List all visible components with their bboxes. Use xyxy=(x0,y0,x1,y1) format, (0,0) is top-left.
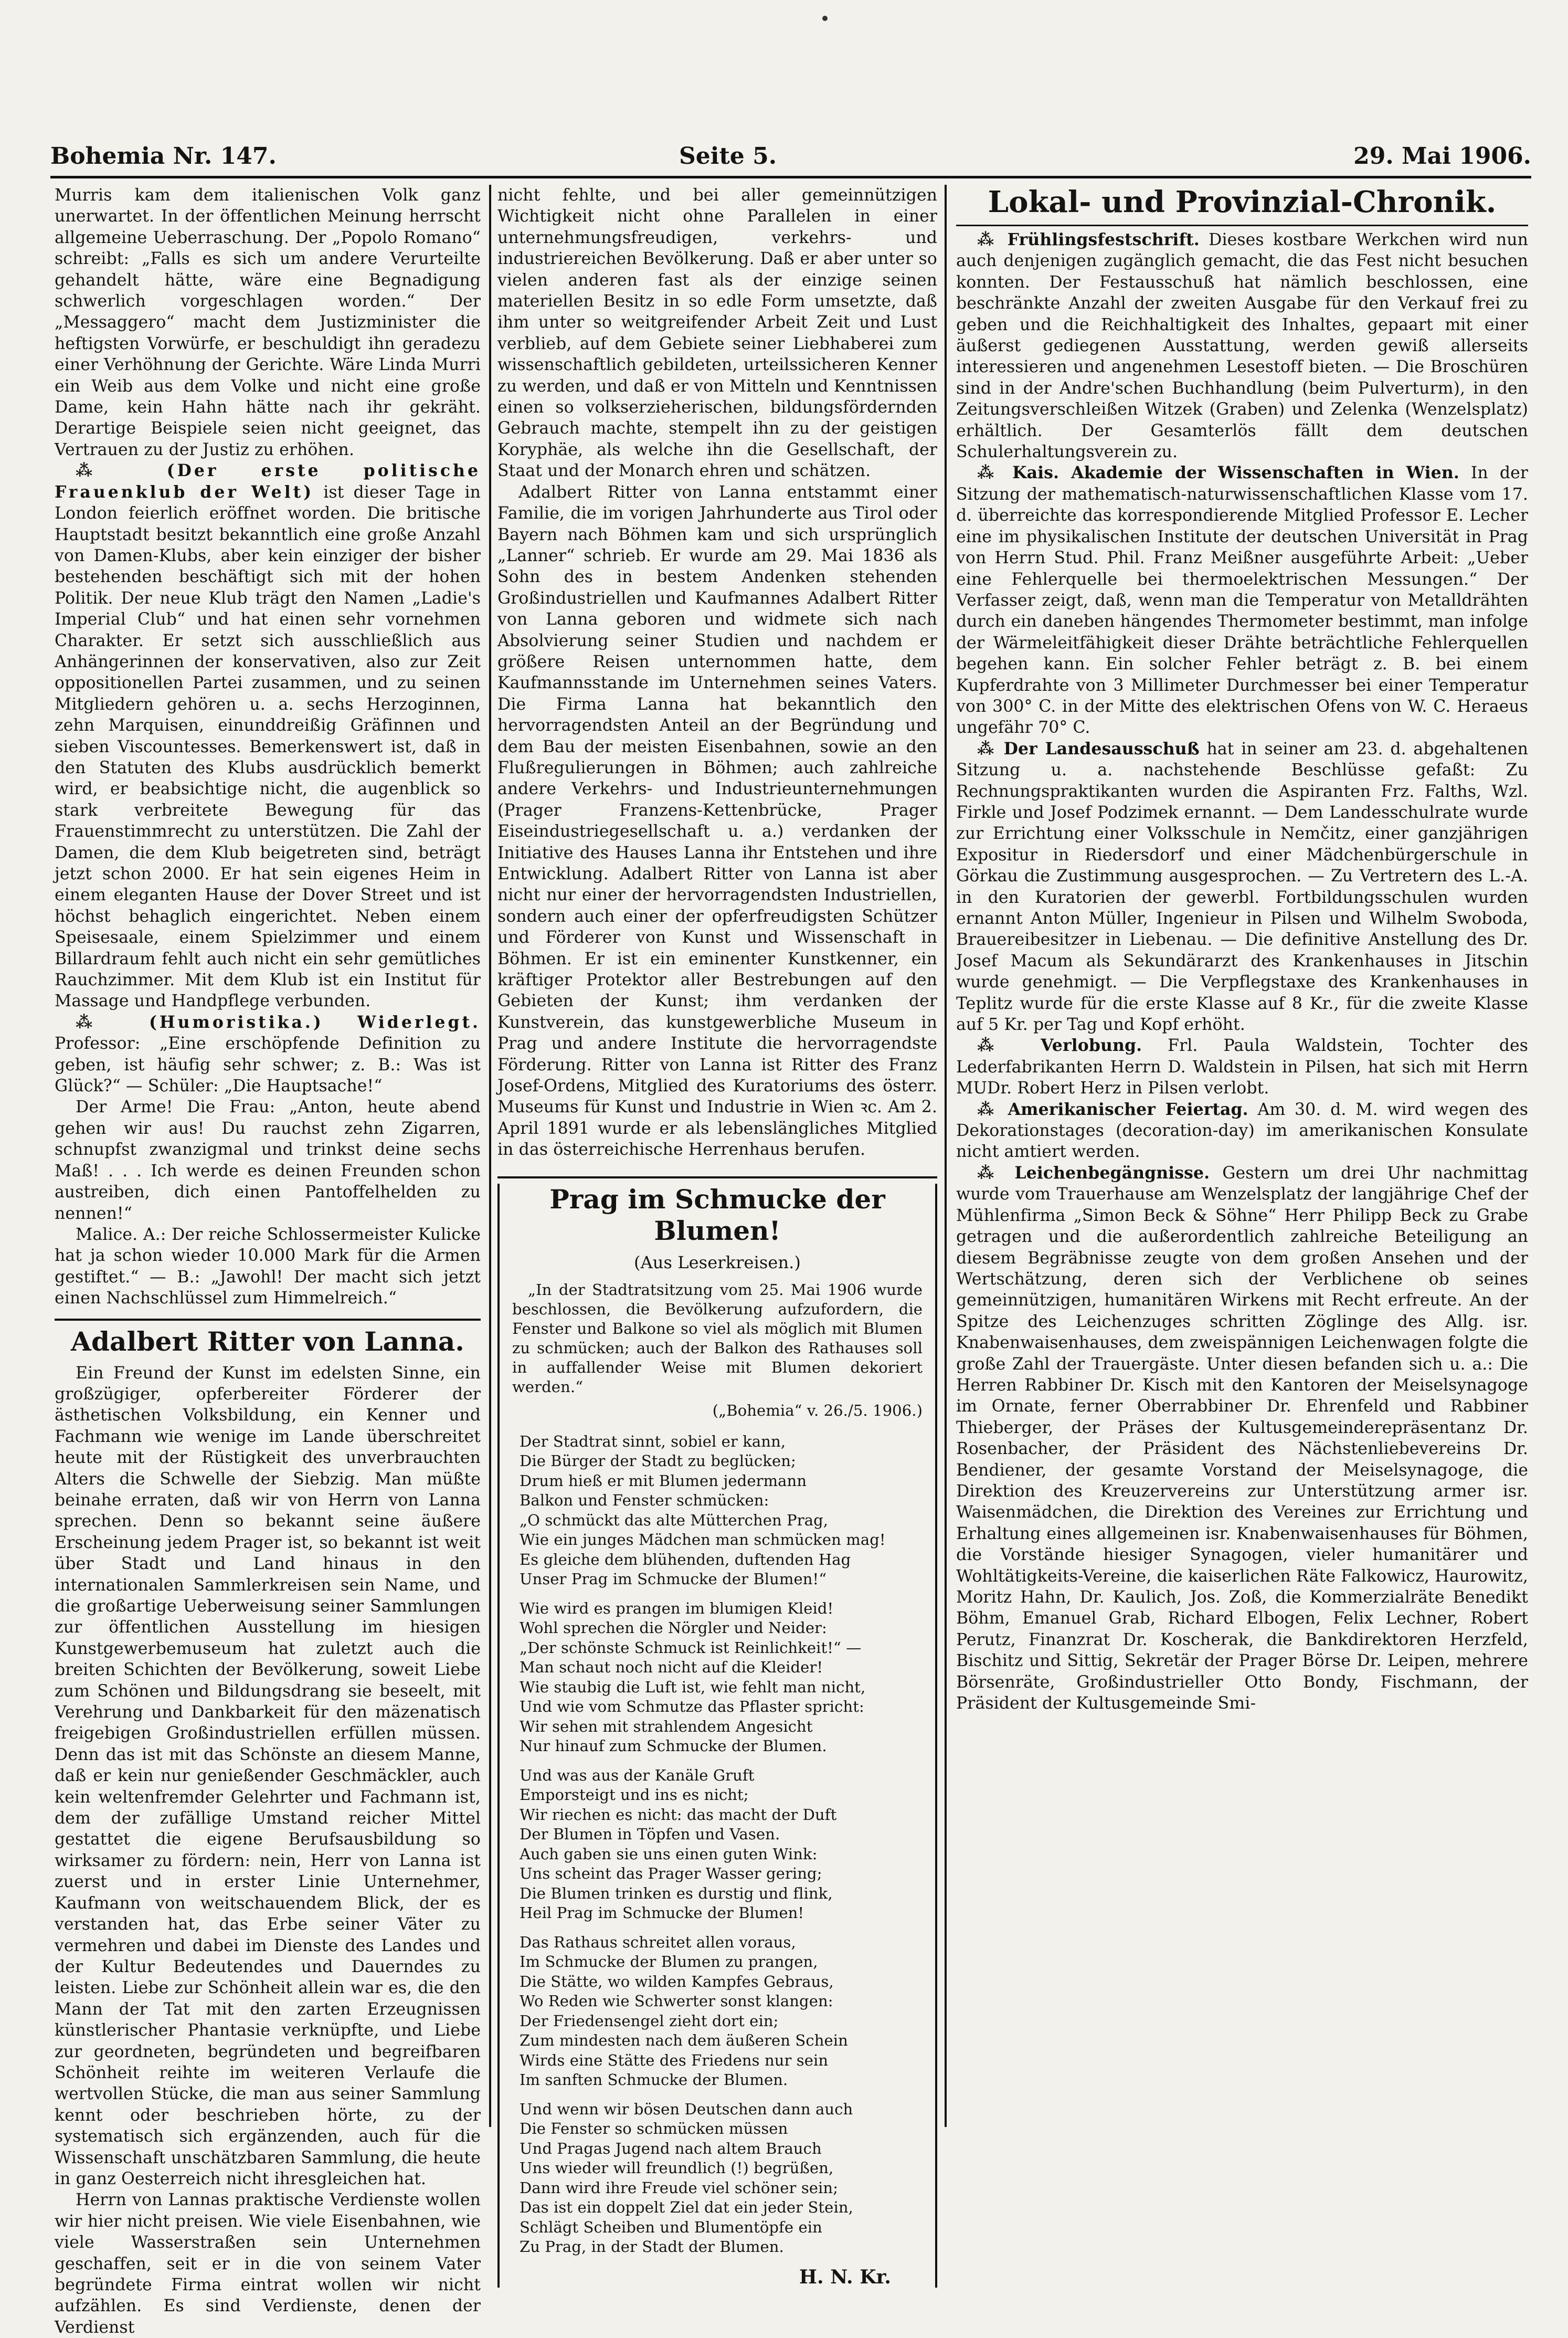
poem-stanza xyxy=(520,1432,923,1589)
news-item-text: hat in seiner am 23. d. abgehaltenen Sitzung u. a. nachstehende Beschlüsse gefaßt: Zu Rechnungspraktikanten wurden die Aspiranten Frz. Falths, Wzl. Firkle und Josef Podzimek ernannt. — Dem Landesschulrate wurde zur Errichtung einer Volksschule in Nemčitz, einer ganzjährigen Expositur in Riedersdorf und einer Mädchenbürgerschule in Görkau die Zustimmung ausgesprochen. — Zu Vertretern des L.-A. in den Kuratorien der gewerbl. Fortbildungsschulen wurden ernannt Anton Müller, Ingenieur in Pilsen und Wilhelm Swoboda, Brauereibesitzer in Liebenau. — Die definitive Anstellung des Dr. Josef Macum als Sekundärarzt des Krankenhauses in Jitschin wurde genehmigt. — Die Verpflegstaxe des Krankenhauses in Teplitz wurde für die erste Klasse auf 8 Kr., für die zweite Klasse auf 5 Kr. per Tag und Kopf erhöht. xyxy=(956,739,1528,1035)
poem-stanza xyxy=(520,1766,923,1923)
news-item xyxy=(956,1035,1528,1099)
section-rule xyxy=(55,1319,481,1321)
poem-line: Wirds eine Stätte des Friedens nur sein xyxy=(520,2051,829,2069)
poem-line: Die Fenster so schmücken müssen xyxy=(520,2120,788,2137)
poem-line: Wohl sprechen die Nörgler und Neider: xyxy=(520,1619,827,1637)
article-title: Adalbert Ritter von Lanna. xyxy=(71,1325,464,1357)
poem-line: Wie ein junges Mädchen man schmücken mag! xyxy=(520,1531,886,1549)
poem-box xyxy=(497,1184,937,2288)
poem-line: „O schmückt das alte Mütterchen Prag, xyxy=(520,1511,829,1529)
news-item-text: Am 30. d. M. wird wegen des Dekorationstages (decoration-day) im amerikanischen Konsulate nicht amtiert werden. xyxy=(956,1100,1528,1162)
news-item-text: ist dieser Tage in London feierlich eröffnet worden. Die britische Hauptstadt besitzt bekanntlich eine große Anzahl von Damen-Klubs, aber kein einziger der bisher bestehenden beschäftigt sich mit der hohen Politik. Der neue Klub trägt den Namen „Ladie's Imperial Club“ und hat einen sehr vornehmen Charakter. Er setzt sich ausschließlich aus Anhängerinnen der konservativen, also zur Zeit oppositionellen Partei zusammen, und zu seinen Mitgliedern gehören u. a. sechs Herzoginnen, zehn Marquisen, einunddreißig Gräfinnen und sieben Viscountesses. Bemerkenswert ist, daß in den Statuten des Klubs ausdrücklich bemerkt wird, er beabsichtige nicht, die augenblick so stark verbreitete Bewegung für das Frauenstimmrecht zu unterstützen. Die Zahl der Damen, die dem Klub beigetreten sind, beträgt jetzt schon 2000. Er hat sein eigenes Heim in einem eleganten Hause der Dover Street und ist höchst behaglich eingerichtet. Neben einem Speisesaale, einem Spielzimmer und einem Billardraum fehlt auch nicht ein sehr gemütliches Rauchzimmer. Mit dem Klub ist ein Institut für Massage und Handpflege verbunden. xyxy=(55,482,481,1011)
poem-line: Es gleiche dem blühenden, duftenden Hag xyxy=(520,1550,851,1568)
asterism-icon: ⁂ xyxy=(977,463,1013,483)
poem-line: Emporsteigt und ins es nicht; xyxy=(520,1786,749,1804)
quote-source: („Bohemia“ v. 26./5. 1906.) xyxy=(712,1402,923,1420)
news-item-lead: Frühlingsfestschrift. xyxy=(1007,230,1200,249)
asterism-icon: ⁂ xyxy=(977,1163,1015,1183)
article-paragraph: Ein Freund der Kunst im edelsten Sinne, ein großzügiger, opferbereiter Förderer der ästhetischen Volksbildung, ein Kenner und Fachmann wie wenige im Lande überschreitet heute mit der Rüstigkeit des unverbrauchten Alters die Schwelle der Siebzig. Man müßte beinahe erraten, daß wir von Herrn von Lanna sprechen. Denn so bekannt seine äußere Erscheinung jedem Prager ist, so bekannt ist weit über Stadt und Land hinaus in den internationalen Sammlerkreisen sein Name, und die großartige Ueberweisung seiner Sammlungen zur öffentlichen Ausstellung im hiesigen Kunstgewerbemuseum hat zuletzt auch die breiten Schichten der Bevölkerung, soweit Liebe zum Schönen und Bildungsdrang sie beseelt, mit Verehrung und Dankbarkeit für den mäzenatisch freigebigen Großindustriellen erfüllen müssen. Denn das ist mit das Schönste an diesem Manne, daß er kein nur genießender Geschmäckler, auch kein weltenfremder Gelehrter und Fachmann ist, dem der zufällige Umstand reicher Mittel gestattet die eigene Berufsausbildung so wirksamer zu fördern: nein, Herr von Lanna ist zuerst und in erster Linie Unternehmer, Kaufmann von weitschauendem Blick, der es verstanden hat, das Erbe seiner Väter zu vermehren und dabei im Dienste des Landes und der Kultur Bedeutendes und Dauerndes zu leisten. Liebe zur Schönheit allein war es, die den Mann der Tat mit den zarten Erzeugnissen künstlerischer Phantasie verknüpfte, und Liebe zur geordneten, begründeten und begreifbaren Schönheit reihte im weiteren Verlaufe die wertvollen Stücke, die man aus seiner Sammlung kennt oder beschrieben hörte, zu der systematisch sich ergänzenden, auch für die Wissenschaft unschätzbaren Sammlung, die heute in ganz Oesterreich nicht ihresgleichen hat. xyxy=(55,1363,481,2188)
news-item-lead: (Der erste politische Frauenklub der Welt) xyxy=(55,461,481,502)
poem-line: Auch gaben sie uns einen guten Wink: xyxy=(520,1845,818,1863)
news-item: ⁂ (Humoristika.) Widerlegt. Professor: „Eine erschöpfende Definition zu geben, ist häufig sehr schwer; z. B.: Was ist Glück?“ — Schüler: „Die Hauptsache!“ xyxy=(55,1012,481,1096)
print-speck xyxy=(822,16,828,21)
poem-line: Nur hinauf zum Schmucke der Blumen. xyxy=(520,1737,827,1755)
news-item-lead: Kais. Akademie der Wissenschaften in Wien. xyxy=(1012,463,1459,483)
news-item-text: Dieses kostbare Werkchen wird nun auch denjenigen zugänglich gemacht, die das Fest nicht besuchen konnten. Der Festausschuß hat nämlich beschlossen, eine beschränkte Anzahl der zweiten Ausgabe für den Verkauf frei zu geben und die Reichhaltigkeit des Inhaltes, gepaart mit einer äußerst gediegenen Ausstattung, werden gewiß allerseits interessieren und angenehmen Lesestoff bieten. — Die Broschüren sind in der Andre'schen Buchhandlung (beim Pulverturm), in den Zeitungsverschleißen Witzek (Graben) und Zelenka (Wenzelsplatz) erhältlich. Der Gesamterlös fällt dem deutschen Schulerhaltungsverein zu. xyxy=(956,230,1528,462)
column-rule xyxy=(489,185,491,2127)
poem-line: Der Friedensengel zieht dort ein; xyxy=(520,2011,779,2030)
news-item-text: Gestern um drei Uhr nachmittag wurde vom Trauerhause am Wenzelsplatz der langjährige Chef der Mühlenfirma „Simon Beck & Söhne“ Herr Philipp Beck zu Grabe getragen und die außerordentlich zahlreiche Beteiligung an diesem Begräbnisse zeugte von dem großen Ansehen und der Wertschätzung, deren sich der Verblichene ob seines gemeinnützigen, humanitären Wirkens mit Recht erfreute. An der Spitze des Leichenzuges schritten Zöglinge des Allg. isr. Knabenwaisenhauses, dem zweispännigen Leichenwagen folgte die große Zahl der Trauergäste. Unter diesen befanden sich u. a.: Die Herren Rabbiner Dr. Kisch mit den Kantoren der Meiselsynagoge im Ornate, ferner Oberrabbiner Dr. Ehrenfeld und Rabbiner Thieberger, der Präses der Kultusgemeinderepräsentanz Dr. Rosenbacher, der Präsident des Nächstenliebevereins Dr. Bendiener, der gesamte Vorstand der Meiselsynagoge, die Direktion des Kreuzervereins zur Unterstützung armer isr. Waisenmädchen, die Direktion des Vereines zur Errichtung und Erhaltung eines allgemeinen isr. Knabenwaisenhauses für Böhmen, die Vorstände hiesiger Synagogen, vieler humanitärer und Wohltätigkeits-Vereine, die kaiserlichen Räte Falkowicz, Haurowitz, Moritz Hahn, Dr. Kaulich, Jos. Zoß, die Kommerzialräte Benedikt Böhm, Emanuel Grab, Richard Elbogen, Felix Lechner, Robert Perutz, Finanzrat Dr. Koscherak, die Bankdirektoren Herzfeld, Bischitz und Sittig, Sekretär der Prager Börse Dr. Leipen, mehrere Börsenräte, Großindustrieller Otto Bondy, Fischmann, der Präsident der Kultusgemeinde Smi- xyxy=(956,1163,1528,1713)
poem-line: Die Stätte, wo wilden Kampfes Gebraus, xyxy=(520,1972,834,1991)
poem-line: Uns scheint das Prager Wasser gering; xyxy=(520,1865,822,1882)
section-rule xyxy=(497,1176,937,1178)
news-item xyxy=(956,739,1528,1036)
poem-line: Dann wird ihre Freude viel schöner sein; xyxy=(520,2178,839,2197)
poem-stanza xyxy=(520,2100,923,2257)
column-3 xyxy=(956,185,1528,1714)
article-paragraph: Der Arme! Die Frau: „Anton, heute abend gehen wir aus! Du rauchst zehn Zigarren, schnupfst zwanzigmal und trinkst deine sechs Maß! . . . Ich werde es deinen Freunden schon austreiben, dich einen Pantoffelhelden zu nennen!“ xyxy=(55,1098,481,1223)
poem-signature: H. N. Kr. xyxy=(799,2266,891,2288)
poem-line: Man schaut noch nicht auf die Kleider! xyxy=(520,1658,823,1676)
news-item: ⁂ (Der erste politische Frauenklub der Welt) ist dieser Tage in London feierlich eröffnet worden. Die britische Hauptstadt besitzt bekanntlich eine große Anzahl von Damen-Klubs, aber kein einziger der bisher bestehenden beschäftigt sich mit der hohen Politik. Der neue Klub trägt den Namen „Ladie's Imperial Club“ und hat einen sehr vornehmen Charakter. Er setzt sich ausschließlich aus Anhängerinnen der konservativen, also zur Zeit oppositionellen Partei zusammen, und zu seinen Mitgliedern gehören u. a. sechs Herzoginnen, zehn Marquisen, einunddreißig Gräfinnen und sieben Viscountesses. Bemerkenswert ist, daß in den Statuten des Klubs ausdrücklich bemerkt wird, er beabsichtige nicht, die augenblick so stark verbreitete Bewegung für das Frauenstimmrecht zu unterstützen. Die Zahl der Damen, die dem Klub beigetreten sind, beträgt jetzt schon 2000. Er hat sein eigenes Heim in einem eleganten Hause der Dover Street und ist höchst behaglich eingerichtet. Neben einem Speisesaale, einem Spielzimmer und einem Billardraum fehlt auch nicht ein sehr gemütliches Rauchzimmer. Mit dem Klub ist ein Institut für Massage und Handpflege verbunden. xyxy=(55,461,481,1011)
article-paragraph: nicht fehlte, und bei aller gemeinnützigen Wichtigkeit nicht ohne Parallelen in einer unternehmungsfreudigen, verkehrs- und industriereichen Bevölkerung. Daß er aber unter so vielen anderen fast als der einzige seinen materiellen Besitz in so edle Form umsetzte, daß ihm unter so weitgreifender Arbeit Zeit und Lust verblieb, auf dem Gebiete seiner Liebhaberei zum wissenschaftlich gebildeten, urteilssicheren Kenner zu werden, und daß er von Mitteln und Kenntnissen einen so volkserzieherischen, bildungsfördernden Gebrauch machte, stempelt ihn zu der geistigen Koryphäe, als welche ihn die Gesellschaft, der Staat und der Monarch ehren und schätzen. xyxy=(497,186,937,481)
poem-line: Die Bürger der Stadt zu beglücken; xyxy=(520,1452,796,1470)
poem-line: Der Blumen in Töpfen und Vasen. xyxy=(520,1825,780,1843)
asterism-icon: ⁂ xyxy=(977,739,1004,759)
header-rule xyxy=(50,176,1531,178)
poem-line: Zum mindesten nach dem äußeren Schein xyxy=(520,2031,848,2049)
poem-line: Schlägt Scheiben und Blumentöpfe ein xyxy=(520,2218,822,2236)
column-rule xyxy=(945,185,947,2127)
page-header xyxy=(50,143,1531,175)
chronik-items xyxy=(956,229,1528,1714)
news-item-lead: Amerikanischer Feiertag. xyxy=(1008,1099,1248,1119)
poem-line: Heil Prag im Schmucke der Blumen! xyxy=(520,1904,804,1922)
poem-line: Das Rathaus schreitet allen voraus, xyxy=(520,1933,796,1951)
news-item xyxy=(956,229,1528,462)
news-item xyxy=(956,462,1528,738)
asterism-icon: ⁂ xyxy=(977,1099,1008,1119)
news-item-text: Frl. Paula Waldstein, Tochter des Lederfabrikanten Herrn D. Waldstein in Pilsen, hat sich mit Herrn MUDr. Robert Herz in Pilsen verlobt. xyxy=(956,1036,1529,1098)
poem-line: Das ist ein doppelt Ziel dat ein jeder Stein, xyxy=(520,2198,853,2216)
column-2 xyxy=(497,185,937,2288)
poem-line: Zu Prag, in der Stadt der Blumen. xyxy=(520,2238,784,2256)
article-paragraph: Malice. A.: Der reiche Schlossermeister Kulicke hat ja schon wieder 10.000 Mark für die Armen gestiftet.“ — B.: „Jawohl! Der macht sich jetzt einen Nachschlüssel zum Himmelreich.“ xyxy=(55,1225,481,1308)
poem-line: „Der schönste Schmuck ist Reinlichkeit!“ — xyxy=(520,1638,862,1657)
poem-line: Und was aus der Kanäle Gruft xyxy=(520,1766,755,1784)
poem-line: Wo Reden wie Schwerter sonst klangen: xyxy=(520,1992,833,2010)
section-title: Lokal- und Provinzial-Chronik. xyxy=(988,185,1497,219)
poem-title: Prag im Schmucke der Blumen! xyxy=(549,1183,885,1246)
asterism-icon: ⁂ xyxy=(977,230,1008,249)
poem-line: Balkon und Fenster schmücken: xyxy=(520,1491,769,1509)
poem-line: Wie wird es prangen im blumigen Kleid! xyxy=(520,1599,834,1617)
news-item-lead: Der Landesausschuß xyxy=(1003,739,1200,759)
news-item xyxy=(956,1099,1528,1163)
poem-line: Uns wieder will freundlich (!) begrüßen, xyxy=(520,2159,834,2177)
poem-line: Wie staubig die Luft ist, wie fehlt man nicht, xyxy=(520,1678,866,1696)
poem-stanzas xyxy=(512,1432,923,2257)
article-paragraph: Herrn von Lannas praktische Verdienste wollen wir hier nicht preisen. Wie viele Eisenbahnen, wie viele Wasserstraßen sein Unternehmen geschaffen, seit er in die von seinem Vater begründete Firma eintrat wollen wir nicht aufzählen. Es sind Verdienste, denen der Verdienst xyxy=(55,2190,481,2337)
page-number: Seite 5. xyxy=(679,143,777,170)
poem-stanza xyxy=(520,1599,923,1756)
issue-label: Bohemia Nr. 147. xyxy=(50,143,277,170)
poem-line: Wir riechen es nicht: das macht der Duft xyxy=(520,1805,837,1824)
poem-line: Die Blumen trinken es durstig und flink, xyxy=(520,1884,833,1902)
news-item-lead: (Humoristika.) Widerlegt. xyxy=(149,1012,481,1032)
news-item xyxy=(956,1163,1528,1714)
poem-stanza xyxy=(520,1933,923,2090)
article-paragraph: Adalbert Ritter von Lanna entstammt einer Familie, die im vorigen Jahrhunderte aus Tirol oder Bayern nach Böhmen kam und sich ursprünglich „Lanner“ schrieb. Er wurde am 29. Mai 1836 als Sohn des in bestem Andenken stehenden Großindustriellen und Kaufmannes Adalbert Ritter von Lanna geboren und widmete sich nach Absolvierung seiner Studien und nachdem er größere Reisen unternommen hatte, dem Kaufmannsstande im Unternehmen seines Vaters. Die Firma Lanna hat bekanntlich den hervorragendsten Anteil an der Begründung und dem Bau der meisten Eisenbahnen, sowie an den Flußregulierungen in Böhmen; auch zahlreiche andere Verkehrs- und Industrieunternehmungen (Prager Franzens-Kettenbrücke, Prager Eiseindustriegesellschaft u. a.) verdanken der Initiative des Hauses Lanna ihr Entstehen und ihre Entwicklung. Adalbert Ritter von Lanna ist aber nicht nur einer der hervorragendsten Industriellen, sondern auch einer der opferfreudigsten Schützer und Förderer von Kunst und Wissenschaft in Böhmen. Er ist ein eminenter Kunstkenner, ein kräftiger Protektor aller Bestrebungen auf den Gebieten der Kunst; ihm verdanken der Kunstverein, das kunstgewerbliche Museum in Prag und andere Institute die hervorragendste Förderung. Ritter von Lanna ist Ritter des Franz Josef-Ordens, Mitglied des Kuratoriums des österr. Museums für Kunst und Industrie in Wien ꝛc. Am 2. April 1891 wurde er als lebenslängliches Mitglied in das österreichische Herrenhaus berufen. xyxy=(497,482,937,1160)
news-item-lead: Leichenbegängnisse. xyxy=(1014,1163,1210,1183)
column-1 xyxy=(55,185,481,2338)
asterism-icon: ⁂ xyxy=(977,1036,1041,1056)
poem-line: Im sanften Schmucke der Blumen. xyxy=(520,2071,788,2089)
news-item-text: In der Sitzung der mathematisch-naturwissenschaftlichen Klasse vom 17. d. überreichte das korrespondierende Mitglied Professor E. Lecher eine im physikalischen Institute der deutschen Universität in Prag von Herrn Stud. Phil. Franz Meißner ausgeführte Arbeit: „Ueber eine Fehlerquelle bei thermoelektrischen Messungen.“ Der Verfasser zeigt, daß, wenn man die Temperatur von Metalldrähten durch ein daneben hängendes Thermometer bestimmt, man infolge der Wärmeleitfähigkeit dieser Drähte beträchtliche Fehlerquellen begehen kann. Ein solcher Fehler beträgt z. B. bei einem Kupferdrahte von 3 Millimeter Durchmesser bei einer Temperatur von 300° C. in der Mitte des elektrischen Ofens von W. C. Heraeus ungefähr 70° C. xyxy=(956,464,1528,738)
poem-line: Im Schmucke der Blumen zu prangen, xyxy=(520,1953,818,1971)
section-rule xyxy=(956,225,1528,226)
poem-line: Und Pragas Jugend nach altem Brauch xyxy=(520,2139,822,2157)
news-item-lead: Verlobung. xyxy=(1041,1036,1142,1056)
poem-line: Drum hieß er mit Blumen jedermann xyxy=(520,1471,807,1490)
poem-quote: „In der Stadtratsitzung vom 25. Mai 1906 wurde beschlossen, die Bevölkerung aufzufordern, die Fenster und Balkone so viel als möglich mit Blumen zu schmücken; auch der Balkon des Rathauses soll in auffallender Weise mit Blumen dekoriert werden.“ xyxy=(512,1281,923,1396)
issue-date: 29. Mai 1906. xyxy=(1353,143,1531,170)
news-item-text: Professor: „Eine erschöpfende Definition zu geben, ist häufig sehr schwer; z. B.: Was ist Glück?“ — Schüler: „Die Hauptsache!“ xyxy=(55,1034,481,1096)
poem-line: Wir sehen mit strahlendem Angesicht xyxy=(520,1717,813,1735)
poem-line: Unser Prag im Schmucke der Blumen!“ xyxy=(520,1570,827,1588)
poem-line: Und wenn wir bösen Deutschen dann auch xyxy=(520,2100,853,2118)
article-paragraph: Murris kam dem italienischen Volk ganz unerwartet. In der öffentlichen Meinung herrscht allgemeine Ueberraschung. Der „Popolo Romano“ schreibt: „Falls es sich um andere Verurteilte gehandelt hätte, wäre eine Begnadigung schwerlich vorgeschlagen worden.“ Der „Messaggero“ macht dem Justizminister die heftigsten Vorwürfe, er beschuldigt ihn geradezu einer Verhöhnung der Gerichte. Wäre Linda Murri ein Weib aus dem Volke und nicht eine große Dame, kein Hahn hätte nach ihr gekräht. Derartige Beispiele seien nicht geeignet, das Vertrauen zu der Justiz zu erhöhen. xyxy=(55,186,481,459)
poem-subtitle: (Aus Leserkreisen.) xyxy=(633,1252,801,1272)
poem-line: Der Stadtrat sinnt, sobiel er kann, xyxy=(520,1432,786,1450)
poem-line: Und wie vom Schmutze das Pflaster spricht: xyxy=(520,1698,864,1715)
